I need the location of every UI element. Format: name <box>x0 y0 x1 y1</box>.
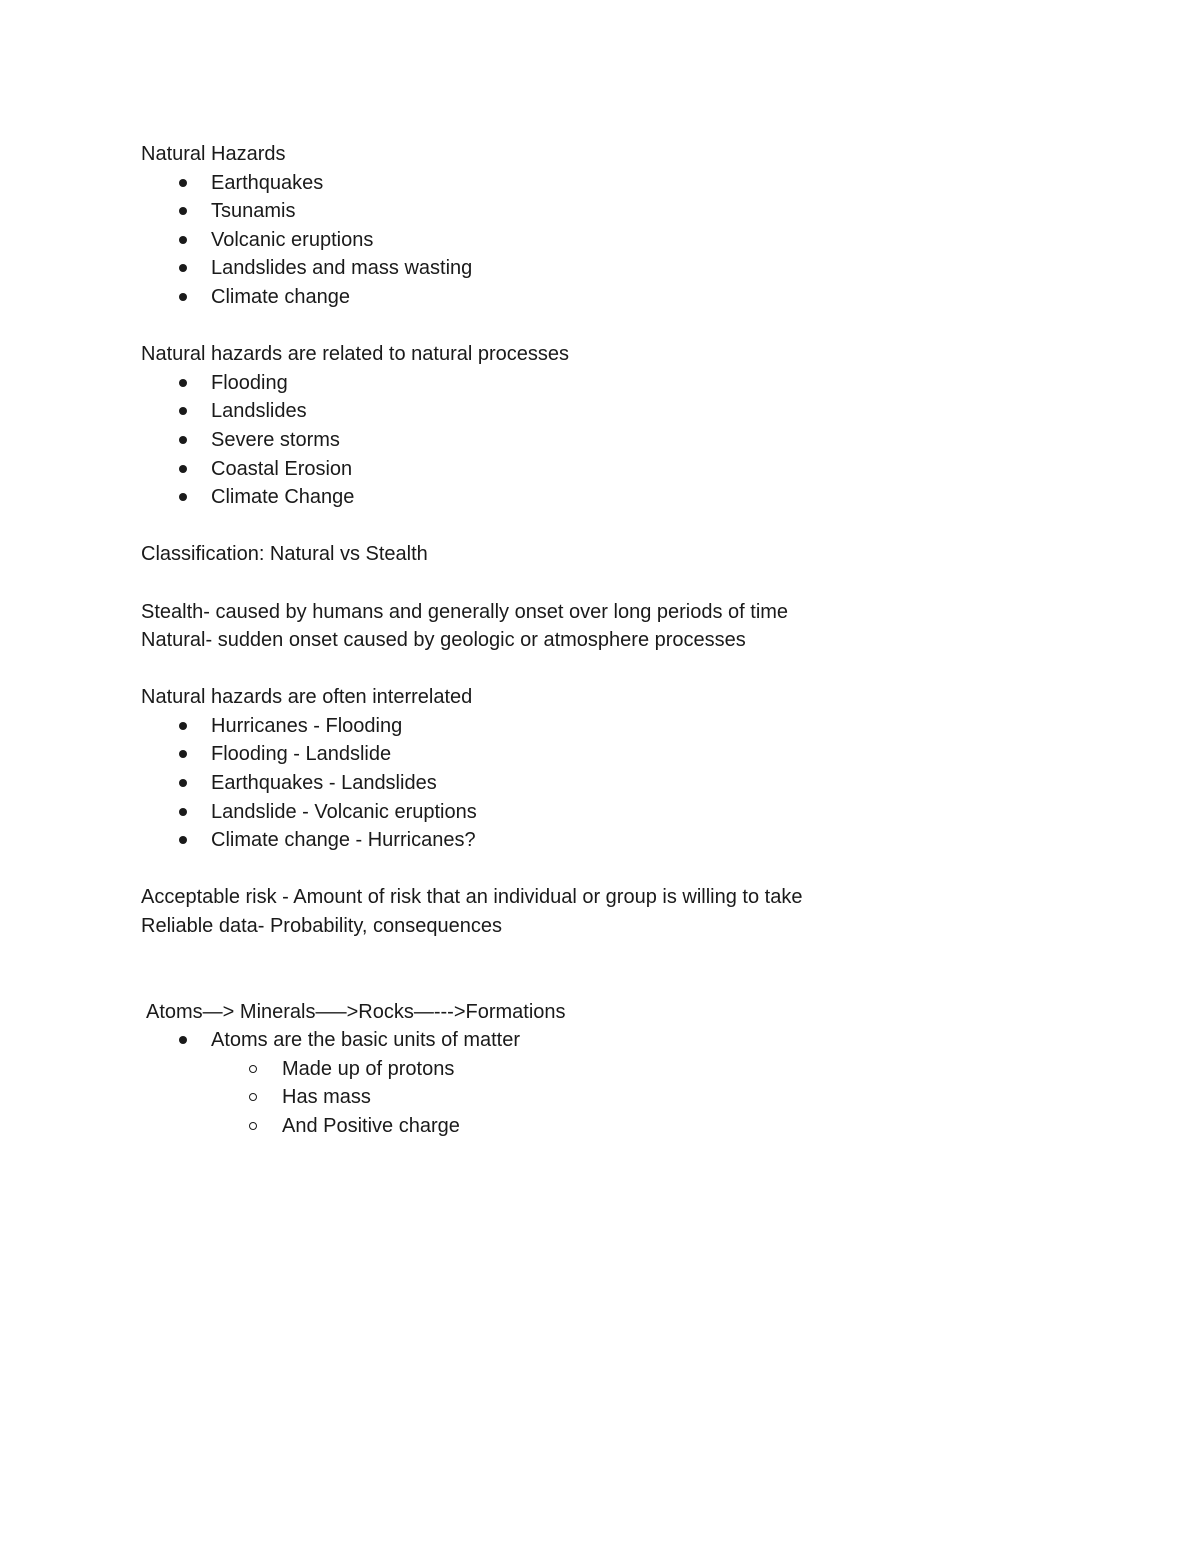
list-item: Flooding - Landslide <box>141 740 1101 769</box>
blank-line <box>141 655 1101 684</box>
document-page <box>141 140 1101 1141</box>
list-item: Tsunamis <box>141 197 1101 226</box>
list-item: Severe storms <box>141 426 1101 455</box>
bullet-icon <box>179 493 187 501</box>
hollow-bullet-icon <box>249 1093 257 1101</box>
section-heading: Natural hazards are often interrelated <box>141 686 473 709</box>
bullet-icon <box>179 407 187 415</box>
section-heading: Natural hazards are related to natural processes <box>141 343 570 366</box>
bullet-icon <box>179 1036 187 1044</box>
bullet-icon <box>179 750 187 758</box>
bullet-icon <box>179 293 187 301</box>
section-heading: Classification: Natural vs Stealth <box>141 543 428 566</box>
bullet-icon <box>179 379 187 387</box>
list-item: Volcanic eruptions <box>141 226 1101 255</box>
bullet-icon <box>179 779 187 787</box>
list-item: Climate change - Hurricanes? <box>141 826 1101 855</box>
bullet-icon <box>179 179 187 187</box>
blank-line <box>141 941 1101 998</box>
list-item: Earthquakes - Landslides <box>141 769 1101 798</box>
bullet-icon <box>179 722 187 730</box>
bullet-list <box>141 712 1101 855</box>
blank-line <box>141 855 1101 884</box>
paragraph-line: Natural- sudden onset caused by geologic or atmosphere processes <box>141 629 746 652</box>
list-item: Earthquakes <box>141 169 1101 198</box>
list-item: Climate change <box>141 283 1101 312</box>
bullet-list <box>141 169 1101 312</box>
list-item: Landslides <box>141 397 1101 426</box>
list-item: Flooding <box>141 369 1101 398</box>
sub-list-item: And Positive charge <box>141 1112 1101 1141</box>
list-item: Atoms are the basic units of matter <box>141 1026 1101 1055</box>
hollow-bullet-icon <box>249 1065 257 1073</box>
bullet-icon <box>179 436 187 444</box>
sub-bullet-list <box>141 1055 1101 1141</box>
list-item: Hurricanes - Flooding <box>141 712 1101 741</box>
list-item: Landslide - Volcanic eruptions <box>141 798 1101 827</box>
blank-line <box>141 569 1101 598</box>
paragraph-line: Acceptable risk - Amount of risk that an individual or group is willing to take <box>141 886 803 909</box>
paragraph-line: Reliable data- Probability, consequences <box>141 915 502 938</box>
sub-list-item: Has mass <box>141 1083 1101 1112</box>
list-item: Landslides and mass wasting <box>141 254 1101 283</box>
list-item: Climate Change <box>141 483 1101 512</box>
section-heading: Natural Hazards <box>141 143 286 165</box>
bullet-list <box>141 1026 1101 1055</box>
bullet-list <box>141 369 1101 512</box>
hollow-bullet-icon <box>249 1122 257 1130</box>
bullet-icon <box>179 836 187 844</box>
section-heading: Atoms—> Minerals—–>Rocks—--->Formations <box>146 1000 566 1023</box>
sub-list-item: Made up of protons <box>141 1055 1101 1084</box>
bullet-icon <box>179 264 187 272</box>
bullet-icon <box>179 236 187 244</box>
paragraph-line: Stealth- caused by humans and generally onset over long periods of time <box>141 600 789 623</box>
list-item: Coastal Erosion <box>141 455 1101 484</box>
bullet-icon <box>179 465 187 473</box>
bullet-icon <box>179 207 187 215</box>
blank-line <box>141 512 1101 541</box>
bullet-icon <box>179 808 187 816</box>
blank-line <box>141 312 1101 341</box>
